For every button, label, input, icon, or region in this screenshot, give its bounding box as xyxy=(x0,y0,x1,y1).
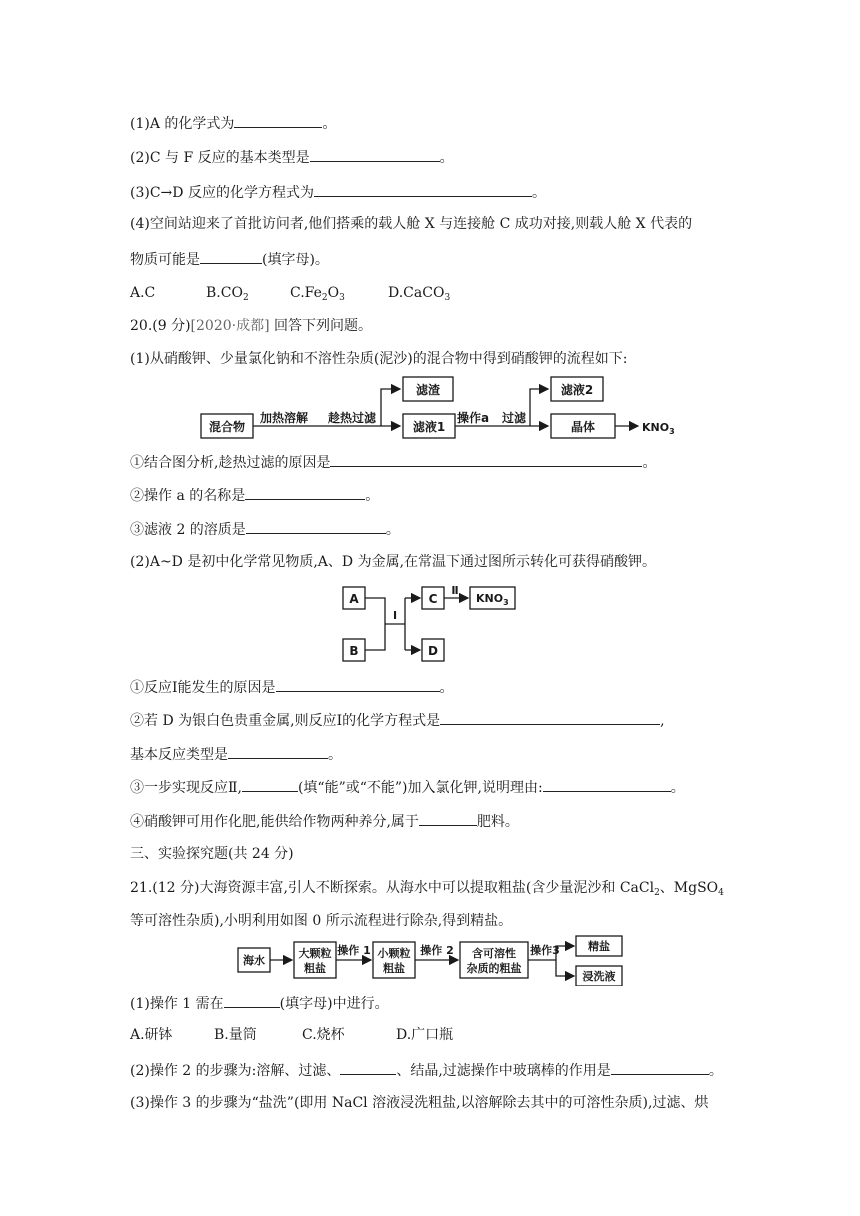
answer-blank[interactable] xyxy=(245,484,365,500)
node-coarse2-line2: 粗盐 xyxy=(383,962,405,975)
question-text: 。 xyxy=(708,1063,723,1079)
question-text: , xyxy=(660,713,665,729)
q20-sub1 xyxy=(130,451,656,473)
node-coarse3-line2: 杂质的粗盐 xyxy=(466,962,522,975)
node-c: C xyxy=(428,592,438,606)
answer-blank[interactable] xyxy=(246,518,386,534)
answer-blank[interactable] xyxy=(228,743,328,759)
question-text: 。 xyxy=(385,522,400,538)
question-text: 。 xyxy=(439,680,454,696)
answer-blank[interactable] xyxy=(310,146,440,162)
node-seawater: 海水 xyxy=(243,954,265,967)
node-wash-liquid: 浸洗液 xyxy=(582,970,616,983)
question-text: 。 xyxy=(531,185,546,201)
question-text: ③一步实现反应Ⅱ, xyxy=(130,780,242,796)
answer-blank[interactable] xyxy=(224,992,280,1008)
question-text: 。 xyxy=(322,116,337,132)
node-b: B xyxy=(349,644,359,658)
salt-purification-flowchart xyxy=(236,934,652,986)
question-text: 肥料。 xyxy=(476,814,519,830)
question-text: (填字母)中进行。 xyxy=(279,996,389,1012)
question-text: 、结晶,过滤操作中玻璃棒的作用是 xyxy=(396,1063,611,1079)
question-text: 回答下列问题。 xyxy=(269,318,373,334)
answer-blank[interactable] xyxy=(242,776,298,792)
kno3-purification-flowchart xyxy=(196,372,696,442)
question-text: ④硝酸钾可用作化肥,能供给作物两种养分,属于 xyxy=(130,814,419,830)
label-operation-1: 操作 1 xyxy=(337,944,371,957)
q19-options xyxy=(130,283,450,303)
answer-blank[interactable] xyxy=(611,1059,709,1075)
q21-part2 xyxy=(130,1059,723,1081)
node-d: D xyxy=(428,644,438,658)
option-c[interactable]: C.烧杯 xyxy=(302,1027,345,1043)
q20-heading xyxy=(130,316,372,336)
label-reaction-2: Ⅱ xyxy=(451,584,459,597)
reaction-diagram xyxy=(340,582,525,664)
section-title: 三、实验探究题(共 24 分) xyxy=(130,846,294,862)
question-text: 21.(12 分)大海资源丰富,引人不断探索。从海水中可以提取粗盐(含少量泥沙和 CaCl xyxy=(130,880,655,896)
answer-blank[interactable] xyxy=(340,1059,396,1075)
question-text: 物质可能是 xyxy=(130,252,200,268)
answer-blank[interactable] xyxy=(419,810,477,826)
label-reaction-1: Ⅰ xyxy=(392,609,398,622)
question-text: 基本反应类型是 xyxy=(130,747,228,763)
q20-sub-reason xyxy=(130,676,454,698)
option-a[interactable]: A.研钵 xyxy=(130,1027,173,1043)
question-text: (3)操作 3 的步骤为“盐洗”(即用 NaCl 溶液浸洗粗盐,以溶解除去其中的可溶性杂质),过滤、烘 xyxy=(130,1095,709,1111)
node-mixture: 混合物 xyxy=(208,420,246,434)
question-text: (3)C→D 反应的化学方程式为 xyxy=(130,185,314,201)
node-residue: 滤渣 xyxy=(415,383,441,397)
option-a[interactable]: A.C xyxy=(130,285,156,301)
q21-intro-line1: 21.(12 分)大海资源丰富,引人不断探索。从海水中可以提取粗盐(含少量泥沙和 CaCl$_2$、MgSO$_4$ xyxy=(130,880,724,898)
question-text: (2)C 与 F 反应的基本类型是 xyxy=(130,150,310,166)
question-text: ①结合图分析,趁热过滤的原因是 xyxy=(130,455,331,471)
node-a: A xyxy=(349,592,359,606)
q19-part3 xyxy=(130,181,546,203)
question-text: (1)从硝酸钾、少量氯化钠和不溶性杂质(泥沙)的混合物中得到硝酸钾的流程如下: xyxy=(130,351,628,367)
question-text: 。 xyxy=(642,455,657,471)
question-number: 20.(9 分) xyxy=(130,318,191,334)
q19-part2 xyxy=(130,146,454,168)
q20-sub2 xyxy=(130,484,379,506)
question-text: (填“能”或“不能”)加入氯化钾,说明理由: xyxy=(297,780,543,796)
option-b[interactable]: B.量筒 xyxy=(214,1027,257,1043)
node-coarse3-line1: 含可溶性 xyxy=(472,947,516,960)
node-kno3: $KNO_3$ xyxy=(476,592,509,607)
node-product: $KNO_3$ xyxy=(642,421,675,436)
question-text: 。 xyxy=(328,747,342,763)
answer-blank[interactable] xyxy=(200,248,262,264)
question-text: 。 xyxy=(365,488,380,504)
q21-part1 xyxy=(130,992,389,1014)
q20-part1-intro xyxy=(130,349,627,369)
question-source: [2020·成都] xyxy=(190,318,270,334)
question-text: (2)A~D 是初中化学常见物质,A、D 为金属,在常温下通过图所示转化可获得硝酸钾。 xyxy=(130,554,657,570)
q20-part2-intro xyxy=(130,552,656,572)
q21-options xyxy=(130,1025,453,1045)
option-d[interactable]: D.CaCO$_3$ xyxy=(388,285,451,303)
question-text: (1)操作 1 需在 xyxy=(130,996,224,1012)
question-text: (1)A 的化学式为 xyxy=(130,116,235,132)
node-coarse1-line2: 粗盐 xyxy=(304,962,326,975)
q20-sub3 xyxy=(130,518,400,540)
option-b[interactable]: $B.CO_2$ xyxy=(206,285,249,303)
question-text: ③滤液 2 的溶质是 xyxy=(130,522,246,538)
node-fine-salt: 精盐 xyxy=(588,940,610,953)
answer-blank[interactable] xyxy=(234,112,322,128)
q19-part4-line1 xyxy=(130,214,692,234)
answer-blank[interactable] xyxy=(314,181,532,197)
answer-blank[interactable] xyxy=(276,676,440,692)
label-heat-dissolve: 加热溶解 xyxy=(259,411,309,425)
node-filtrate2: 滤液2 xyxy=(560,383,594,397)
option-d[interactable]: D.广口瓶 xyxy=(396,1027,454,1043)
question-text: 。 xyxy=(670,780,685,796)
q19-part1 xyxy=(130,112,336,134)
question-text: 、MgSO xyxy=(659,880,719,896)
question-text: (4)空间站迎来了首批访问者,他们搭乘的载人舱 X 与连接舱 C 成功对接,则载人舱 X 代表的 xyxy=(130,216,693,232)
q19-part4-line2 xyxy=(130,248,329,270)
node-crystal: 晶体 xyxy=(570,420,596,434)
q20-sub-fertilizer xyxy=(130,810,519,832)
label-operation-3: 操作3 xyxy=(530,944,560,957)
label-hot-filter: 趁热过滤 xyxy=(327,411,377,425)
question-text: ②操作 a 的名称是 xyxy=(130,488,246,504)
label-operation-2: 操作 2 xyxy=(420,944,454,957)
q20-sub-type xyxy=(130,743,342,765)
answer-blank[interactable] xyxy=(440,709,660,725)
q20-sub-equation xyxy=(130,709,665,731)
answer-blank[interactable] xyxy=(330,451,642,467)
q21-part3 xyxy=(130,1093,708,1113)
node-coarse1-line1: 大颗粒 xyxy=(298,947,332,960)
node-filtrate1: 滤液1 xyxy=(412,420,446,434)
question-text: ①反应Ⅰ能发生的原因是 xyxy=(130,680,276,696)
option-c[interactable]: $C.Fe_2O_3$ xyxy=(290,285,345,303)
question-text: (填字母)。 xyxy=(262,252,329,268)
answer-blank[interactable] xyxy=(543,776,671,792)
section-heading xyxy=(130,844,294,864)
question-text: 。 xyxy=(439,150,454,166)
question-text: (2)操作 2 的步骤为:溶解、过滤、 xyxy=(130,1063,341,1079)
label-operation-a: 操作a xyxy=(456,411,490,425)
label-filter: 过滤 xyxy=(501,411,527,425)
question-text: 等可溶性杂质),小明利用如图 0 所示流程进行除杂,得到精盐。 xyxy=(130,913,513,929)
q21-intro-line2 xyxy=(130,911,512,931)
q20-sub-kcl xyxy=(130,776,685,798)
question-text: ②若 D 为银白色贵重金属,则反应Ⅰ的化学方程式是 xyxy=(130,713,441,729)
node-coarse2-line1: 小颗粒 xyxy=(377,947,411,960)
